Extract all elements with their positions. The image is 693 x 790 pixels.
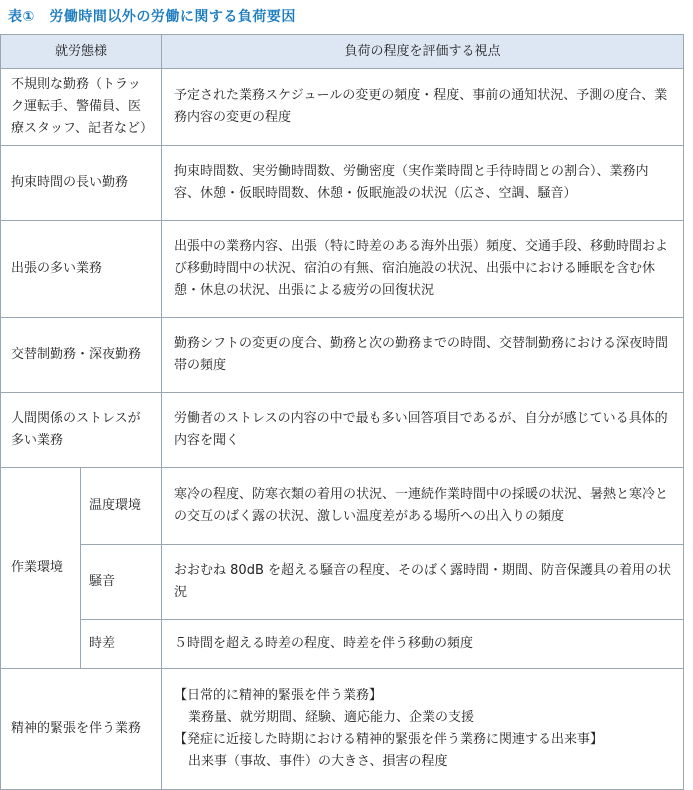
mental-detail-onset: 出来事（事故、事件）の大きさ、損害の程度 [188, 754, 448, 769]
row-description: 出張中の業務内容、出張（特に時差のある海外出張）頻度、交通手段、移動時間および移動時間中の状況、宿泊の有無、宿泊施設の状況、出張中における睡眠を含む休憩・休息の状況、出張による疲労の回復状況 [162, 221, 684, 318]
table-row [1, 69, 684, 146]
header-work-style: 就労態様 [1, 35, 162, 69]
row-description: 勤務シフトの変更の度合、勤務と次の勤務までの時間、交替制勤務における深夜時間帯の頻度 [162, 318, 684, 393]
row-description [162, 669, 684, 790]
row-description: 労働者のストレスの内容の中で最も多い回答項目であるが、自分が感じている具体的内容を聞く [162, 393, 684, 468]
mental-detail-daily: 業務量、就労期間、経験、適応能力、企業の支援 [188, 710, 475, 725]
table-row [1, 545, 684, 620]
table-row [1, 468, 684, 545]
work-env-sub-time-difference: 時差 [81, 620, 162, 669]
work-env-sub-noise: 騒音 [81, 545, 162, 620]
row-category: 交替制勤務・深夜勤務 [1, 318, 162, 393]
table-row [1, 620, 684, 669]
header-evaluation-viewpoint: 負荷の程度を評価する視点 [162, 35, 684, 69]
row-description: おおむね 80dB を超える騒音の程度、そのばく露時間・期間、防音保護具の着用の状況 [162, 545, 684, 620]
row-description: ５時間を超える時差の程度、時差を伴う移動の頻度 [162, 620, 684, 669]
table-row [1, 318, 684, 393]
row-category: 人間関係のストレスが多い業務 [1, 393, 162, 468]
table-title: 表① 労働時間以外の労働に関する負荷要因 [8, 9, 296, 25]
table-row [1, 393, 684, 468]
row-category: 拘束時間の長い勤務 [1, 146, 162, 221]
row-category: 出張の多い業務 [1, 221, 162, 318]
row-description: 寒冷の程度、防寒衣類の着用の状況、一連続作業時間中の採暖の状況、暑熱と寒冷との交互のばく露の状況、激しい温度差がある場所への出入りの頻度 [162, 468, 684, 545]
header-row [1, 35, 684, 69]
table-row [1, 221, 684, 318]
table-row [1, 146, 684, 221]
table-row [1, 669, 684, 790]
work-env-category: 作業環境 [1, 468, 81, 669]
row-category: 精神的緊張を伴う業務 [1, 669, 162, 790]
row-category: 不規則な勤務（トラック運転手、警備員、医療スタッフ、記者など） [1, 69, 162, 146]
row-description: 拘束時間数、実労働時間数、労働密度（実作業時間と手待時間との割合）、業務内容、休憩・仮眠時間数、休憩・仮眠施設の状況（広さ、空調、騒音） [162, 146, 684, 221]
mental-heading-onset: 【発症に近接した時期における精神的緊張を伴う業務に関連する出来事】 [174, 732, 604, 747]
load-factor-table [0, 34, 684, 790]
row-description: 予定された業務スケジュールの変更の頻度・程度、事前の通知状況、予測の度合、業務内容の変更の程度 [162, 69, 684, 146]
work-env-sub-temperature: 温度環境 [81, 468, 162, 545]
mental-heading-daily: 【日常的に精神的緊張を伴う業務】 [174, 688, 383, 703]
